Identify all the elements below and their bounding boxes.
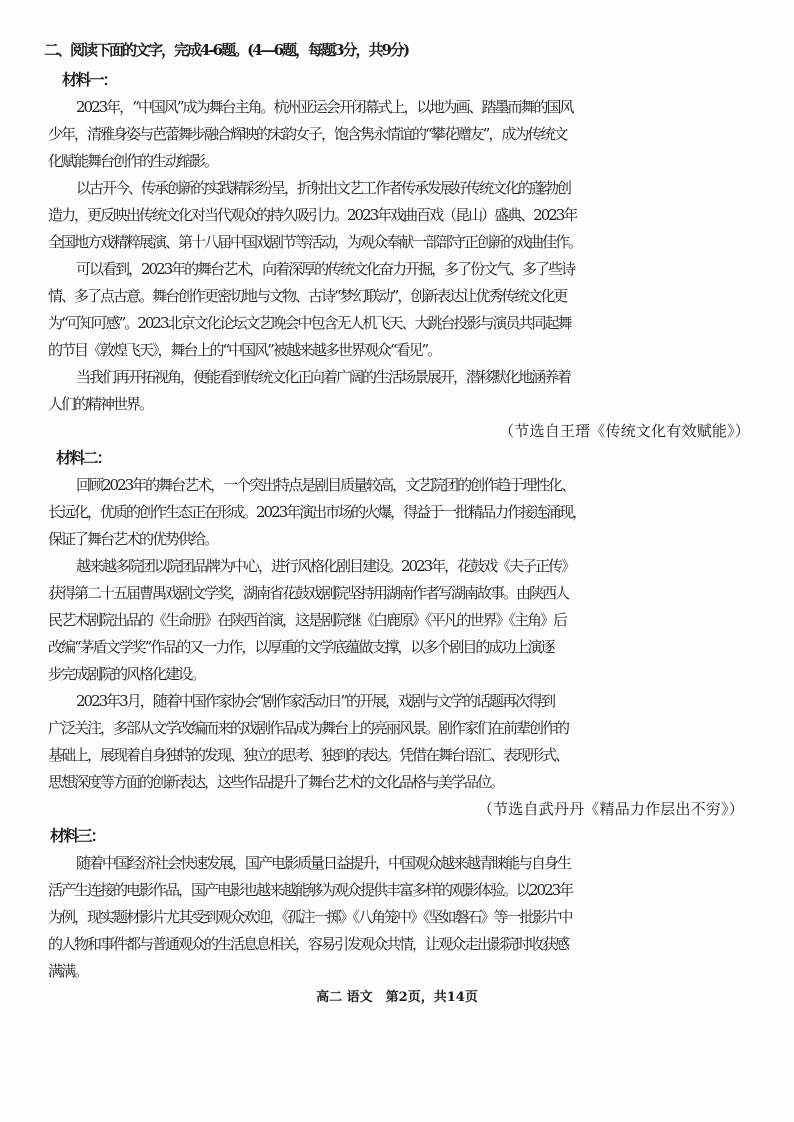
material-3-line: 的人物和事件都与普通观众的生活息息相关，容易引发观众共情，让观众走出影院时收获感 [48, 935, 569, 953]
page-footer: 高二 语文 第2页，共14页 [316, 990, 478, 1005]
material-3-line: 满满。 [48, 962, 88, 980]
material-2-line: 步完成剧院的风格化建设。 [48, 665, 205, 683]
material-1-line: 以古开今、传承创新的实践精彩纷呈，折射出文艺工作者传承发展好传统文化的蓬勃创 [76, 179, 571, 197]
material-1-line: 为“可知可感”。2023北京文化论坛文艺晚会中包含无人机飞天、大跳台投影与演员共同起舞 [48, 314, 571, 332]
material-3-line: 为例，现实题材影片尤其受到观众欢迎，《孤注一掷》《八角笼中》《坚如磐石》等一批影片中 [48, 908, 572, 926]
material-1-source: （节选自王瑨《传统文化有效赋能》） [499, 422, 750, 440]
material-1-line: 情、多了点古意。舞台创作更密切地与文物、古诗“梦幻联动”，创新表达让优秀传统文化更 [48, 287, 567, 305]
material-1-line: 造力，更反映出传统文化对当代观众的持久吸引力。2023年戏曲百戏（昆山）盛典、2023年 [48, 206, 577, 224]
material-2-line: 民艺术剧院出品的《生命册》在陕西首演，这是剧院继《白鹿原》《平凡的世界》《主角》后 [48, 611, 567, 629]
material-2-line: 思想深度等方面的创新表达，这些作品提升了舞台艺术的文化品格与美学品位。 [48, 773, 504, 791]
material-2-line: 保证了舞台艺术的优势供给。 [48, 530, 218, 548]
material-1-line: 化赋能舞台创作的生动缩影。 [48, 152, 218, 170]
material-1-line: 的节目《敦煌飞天》，舞台上的“中国风”被越来越多世界观众“看见”。 [48, 341, 441, 359]
material-2-line: 2023年3月，随着中国作家协会“剧作家活动日”的开展，戏剧与文学的话题再次得到 [76, 692, 555, 710]
material-1-label: 材料一： [62, 70, 117, 89]
material-2-source: （节选自武丹丹《精品力作层出不穷》） [477, 800, 744, 818]
material-2-line: 长远化，优质的创作生态正在形成。2023年演出市场的火爆，得益于一批精品力作接连涌现， [48, 503, 586, 521]
material-2-label: 材料二： [56, 448, 111, 467]
material-2-line: 获得第二十五届曹禺戏剧文学奖，湖南省花鼓戏剧院坚持用湖南作者写湖南故事。由陕西人 [48, 584, 569, 602]
material-1-line: 人们的精神世界。 [48, 395, 153, 413]
section-title: 二、阅读下面的文字，完成4-6题。(4—6题，每题3分，共9分) [44, 41, 409, 59]
material-1-line: 2023年，“中国风”成为舞台主角。杭州亚运会开闭幕式上，以地为画、踏墨而舞的国风 [76, 98, 573, 116]
material-2-line: 广泛关注，多部从文学改编而来的戏剧作品成为舞台上的亮丽风景。剧作家们在前辈创作的 [48, 719, 569, 737]
material-3-label: 材料三： [50, 826, 105, 845]
material-3-line: 活产生连接的电影作品，国产电影也越来越能够为观众提供丰富多样的观影体验。以2023年 [48, 881, 573, 899]
material-1-line: 少年，清雅身姿与芭蕾舞步融合辉映的宋韵女子，饱含隽永情谊的“攀花赠友”，成为传统文 [48, 125, 567, 143]
material-2-line: 基础上，展现着自身独特的发现、独立的思考、独到的表达。凭借在舞台语汇、表现形式、 [48, 746, 569, 764]
material-1-line: 全国地方戏精粹展演、第十八届中国戏剧节等活动，为观众奉献一部部守正创新的戏曲佳作。 [48, 233, 582, 251]
material-1-line: 当我们再开拓视角，便能看到传统文化正向着广阔的生活场景展开，潜移默化地涵养着 [76, 368, 571, 386]
material-2-line: 回顾2023年的舞台艺术，一个突出特点是剧目质量较高，文艺院团的创作趋于理性化、 [76, 476, 575, 494]
material-2-line: 改编“茅盾文学奖”作品的又一力作，以厚重的文学底蕴做支撑，以多个剧目的成功上演逐 [48, 638, 554, 656]
material-3-line: 随着中国经济社会快速发展，国产电影质量日益提升，中国观众越来越青睐能与自身生 [76, 854, 571, 872]
material-1-line: 可以看到，2023年的舞台艺术，向着深厚的传统文化奋力开掘，多了份文气、多了些诗 [76, 260, 575, 278]
material-2-line: 越来越多院团以院团品牌为中心，进行风格化剧目建设。2023年，花鼓戏《夫子正传》 [76, 557, 575, 575]
